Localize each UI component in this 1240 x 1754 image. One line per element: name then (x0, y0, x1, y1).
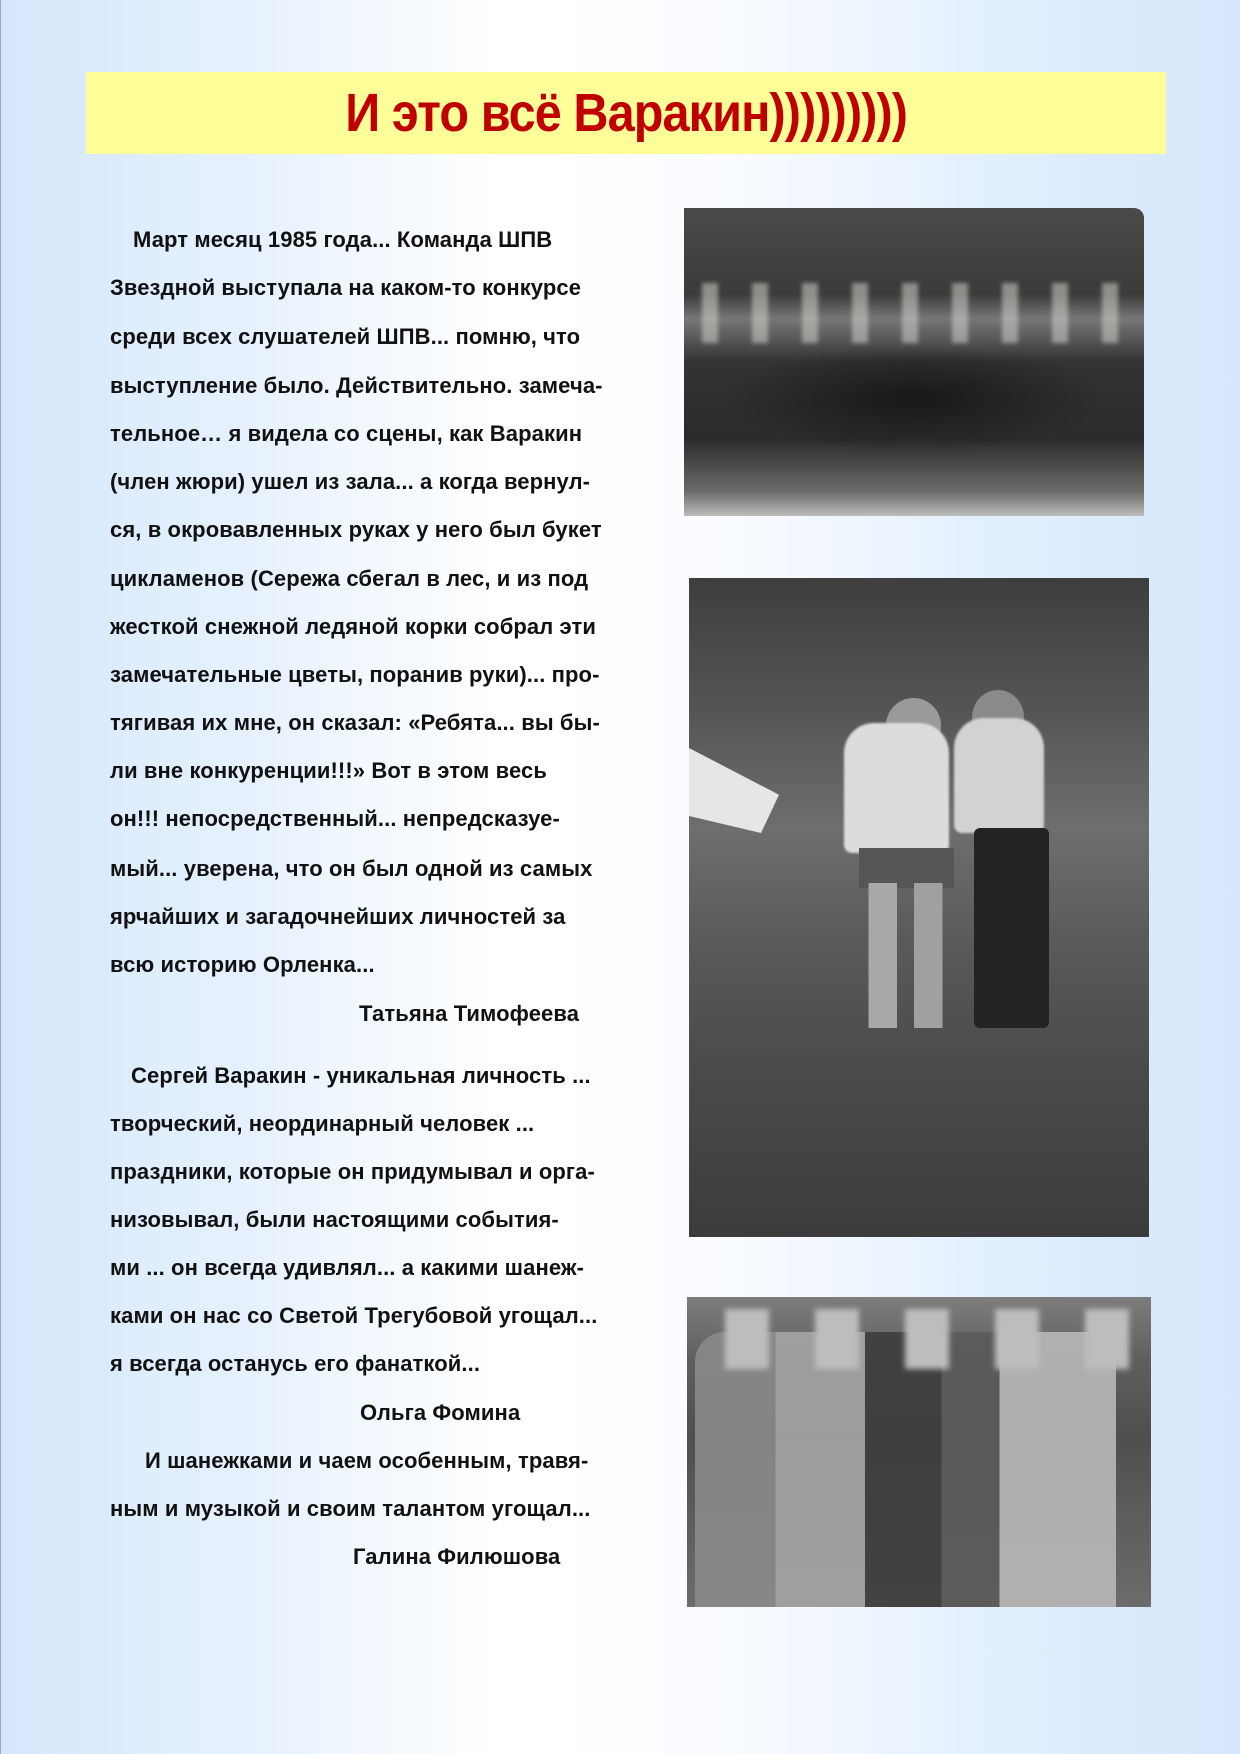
story1-line: тельное… я видела со сцены, как Варакин (110, 421, 583, 446)
story2-line: Сергей Варакин - уникальная личность ... (131, 1063, 591, 1088)
group-faces (684, 283, 1144, 343)
group-heads (707, 1309, 1131, 1369)
story1-line: замечательные цветы, поранив руки)... про- (110, 662, 600, 687)
story3-line: ным и музыкой и своим талантом угощал... (110, 1496, 591, 1521)
group-photo-winter (684, 208, 1144, 516)
person-trousers (974, 828, 1049, 1028)
person-shirt (954, 718, 1044, 833)
story1-line: всю историю Орленка... (110, 952, 375, 977)
story1-line: ся, в окровавленных руках у него был букет (110, 517, 602, 542)
person-shirt (844, 723, 949, 853)
story1-line: Звездной выступала на каком-то конкурсе (110, 275, 582, 300)
person-legs (859, 883, 954, 1028)
story2-line: праздники, которые он придумывал и орга- (110, 1159, 595, 1184)
story2-line: творческий, неординарный человек ... (110, 1111, 535, 1136)
story1-line: (член жюри) ушел из зала... а когда вернул- (110, 469, 591, 494)
signature-olga: Ольга Фомина (360, 1400, 521, 1425)
story2-line: я всегда останусь его фанаткой... (110, 1351, 481, 1376)
story2-line: ми ... он всегда удивлял... а какими шанеж- (110, 1255, 585, 1280)
story1-line: ярчайших и загадочнейших личностей за (110, 904, 566, 929)
story1-line: жесткой снежной ледяной корки собрал эти (110, 614, 597, 639)
story1-line: он!!! непосредственный... непредсказуе- (110, 806, 560, 831)
page-title: И это всё Варакин))))))))) (345, 83, 907, 143)
story1-line: среди всех слушателей ШПВ... помню, что (110, 324, 581, 349)
story1-line: тягивая их мне, он сказал: «Ребята... вы бы- (110, 710, 600, 735)
story2-line: ками он нас со Светой Трегубовой угощал... (110, 1303, 598, 1328)
story1-line: выступление было. Действительно. замеча- (110, 373, 603, 398)
signature-galina: Галина Филюшова (353, 1544, 561, 1569)
story1-line: Март месяц 1985 года... Команда ШПВ (133, 227, 553, 252)
story1-line: ли вне конкуренции!!!» Вот в этом весь (110, 758, 547, 783)
person-shorts (859, 848, 954, 888)
group-bodies (695, 1332, 1143, 1607)
page-border (0, 0, 1, 1754)
camp-photo-two-people (689, 578, 1149, 1237)
group-photo-five-people (687, 1297, 1151, 1607)
signature-tatiana: Татьяна Тимофеева (359, 1001, 580, 1026)
story1-line: цикламенов (Сережа сбегал в лес, и из под (110, 566, 589, 591)
story3-line: И шанежками и чаем особенным, травя- (145, 1448, 589, 1473)
story1-line: мый... уверена, что он был одной из самых (110, 856, 593, 881)
title-banner (86, 72, 1166, 154)
tent-shape (689, 748, 779, 833)
story2-line: низовывал, были настоящими события- (110, 1207, 559, 1232)
